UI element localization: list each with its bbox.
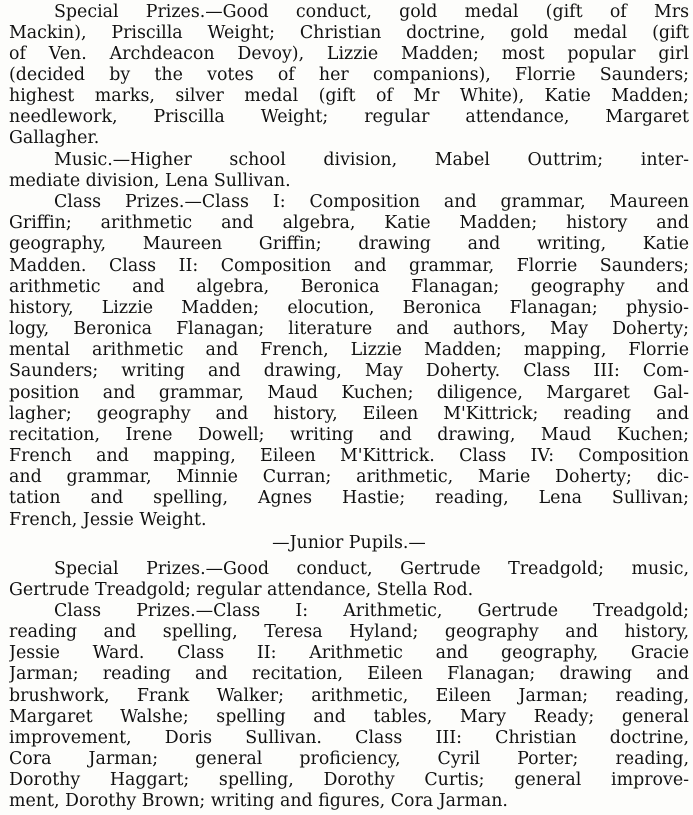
text-line: logy, Beronica Flanagan; literature and authors, May Doherty; — [9, 319, 689, 339]
text-line: geography, Maureen Griffin; drawing and writing, Katie — [9, 234, 689, 254]
text-line: Dorothy Haggart; spelling, Dorothy Curtis; general improve- — [9, 770, 689, 790]
text-line: mental arithmetic and French, Lizzie Madden; mapping, Florrie — [9, 340, 689, 360]
text-line: arithmetic and algebra, Beronica Flanagan; geography and — [9, 277, 689, 297]
text-line: improvement, Doris Sullivan. Class III: Christian doctrine, — [9, 728, 689, 748]
text-line: Class Prizes.—Class I: Composition and grammar, Maureen — [54, 192, 689, 212]
text-line: highest marks, silver medal (gift of Mr White), Katie Madden; — [9, 86, 689, 106]
text-line: mediate division, Lena Sullivan. — [9, 171, 291, 191]
text-line: brushwork, Frank Walker; arithmetic, Eileen Jarman; reading, — [9, 686, 689, 706]
text-line: Saunders; writing and drawing, May Doherty. Class III: Com- — [9, 361, 689, 381]
text-line: needlework, Priscilla Weight; regular attendance, Margaret — [9, 107, 689, 127]
text-line: position and grammar, Maud Kuchen; diligence, Margaret Gal- — [9, 383, 689, 403]
text-line: Jessie Ward. Class II: Arithmetic and geography, Gracie — [9, 643, 689, 663]
text-line: tation and spelling, Agnes Hastie; reading, Lena Sullivan; — [9, 488, 689, 508]
text-line: Class Prizes.—Class I: Arithmetic, Gertrude Treadgold; — [54, 601, 689, 621]
text-line: ment, Dorothy Brown; writing and figures, Cora Jarman. — [9, 791, 508, 811]
text-line: Griffin; arithmetic and algebra, Katie Madden; history and — [9, 213, 689, 233]
text-line: Mackin), Priscilla Weight; Christian doctrine, gold medal (gift — [9, 23, 689, 43]
text-line: of Ven. Archdeacon Devoy), Lizzie Madden; most popular girl — [9, 44, 689, 64]
text-line: Special Prizes.—Good conduct, gold medal (gift of Mrs — [54, 2, 689, 22]
section-heading: —Junior Pupils.— — [272, 533, 426, 553]
text-line: (decided by the votes of her companions), Florrie Saunders; — [9, 65, 689, 85]
text-line: history, Lizzie Madden; elocution, Beronica Flanagan; physio- — [9, 298, 689, 318]
text-line: Cora Jarman; general proficiency, Cyril Porter; reading, — [9, 749, 689, 769]
text-line: Gertrude Treadgold; regular attendance, Stella Rod. — [9, 580, 474, 600]
text-line: French and mapping, Eileen M'Kittrick. Class IV: Composition — [9, 446, 689, 466]
text-line: Music.—Higher school division, Mabel Outtrim; inter- — [54, 150, 689, 170]
text-line: French, Jessie Weight. — [9, 510, 207, 530]
text-line: and grammar, Minnie Curran; arithmetic, Marie Doherty; dic- — [9, 467, 689, 487]
text-line: reading and spelling, Teresa Hyland; geography and history, — [9, 622, 689, 642]
text-line: Jarman; reading and recitation, Eileen Flanagan; drawing and — [9, 664, 689, 684]
text-line: recitation, Irene Dowell; writing and drawing, Maud Kuchen; — [9, 425, 689, 445]
text-line: Margaret Walshe; spelling and tables, Mary Ready; general — [9, 707, 689, 727]
text-line: Madden. Class II: Composition and grammar, Florrie Saunders; — [9, 256, 689, 276]
text-line: Gallagher. — [9, 128, 100, 148]
text-line: Special Prizes.—Good conduct, Gertrude Treadgold; music, — [54, 559, 689, 579]
text-line: lagher; geography and history, Eileen M'Kittrick; reading and — [9, 404, 689, 424]
